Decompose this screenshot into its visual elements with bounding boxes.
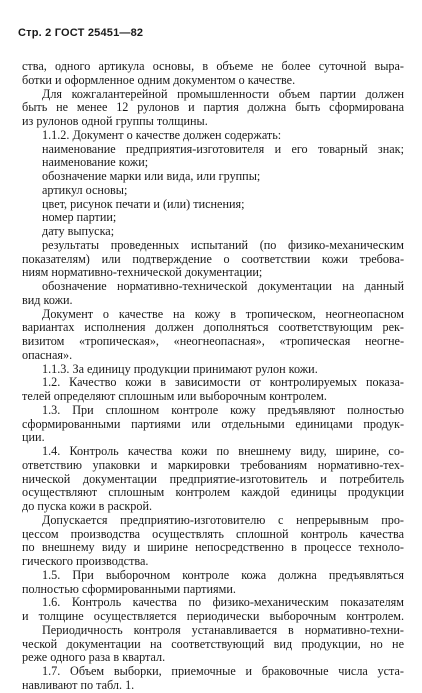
text-line: Для кожгалантерейной промышленности объем партии должен (42, 86, 404, 101)
text-line: 1.3. При сплошном контроле кожу предъявляют полностью (42, 402, 404, 417)
text-line: артикул основы; (42, 182, 128, 197)
text-line: наименование предприятия-изготовителя и его товарный знак; (42, 141, 404, 156)
text-line: до пуска кожи в раскрой. (22, 499, 153, 513)
document-body (22, 60, 404, 693)
page-header: Стр. 2 ГОСТ 25451—82 (18, 27, 144, 39)
text-line: дату выпуска; (42, 224, 115, 238)
text-line: ческой документации на соответствующий вид продукции, но не (22, 636, 404, 651)
text-line: 1.6. Контроль качества по физико-механическим показателям (42, 595, 404, 610)
text-line: по внешнему виду и ширине непосредственно в процессе техноло- (22, 540, 404, 555)
text-line: наименование кожи; (42, 155, 149, 170)
text-line: реже одного раза в квартал. (22, 650, 166, 665)
text-line: цвет, рисунок печати и (или) тиснения; (42, 196, 245, 211)
text-line: 1.7. Объем выборки, приемочные и браковочные числа уста- (42, 664, 404, 678)
text-line: ции. (22, 430, 45, 445)
text-line: Периодичность контроля устанавливается в нормативно-техни- (42, 622, 404, 637)
text-line: гического производства. (22, 554, 149, 568)
text-line: нической документации предприятие-изготовитель и потребитель (22, 471, 404, 486)
text-line: визитом «тропическая», «неогнеопасная», «тропическая неогне- (22, 334, 404, 348)
text-line: телей определяют сплошным или выборочным контролем. (22, 389, 327, 403)
text-line: полностью сформированными партиями. (22, 581, 236, 596)
text-line: обозначение нормативно-технической документации на данный (42, 279, 404, 293)
text-line: ства, одного артикула основы, в объеме не более суточной выра- (22, 59, 404, 73)
text-line: из рулонов одной группы толщины. (22, 114, 208, 128)
text-line: 1.4. Контроль качества кожи по внешнему виду, ширине, со- (42, 444, 404, 458)
text-line: и толщине осуществляется периодически выборочным контролем. (22, 609, 404, 623)
text-line: показателям) или подтверждение о соответствии кожи требова- (22, 251, 404, 266)
text-line: ботки и оформленное одним документом о качестве. (22, 72, 296, 87)
text-line: результаты проведенных испытаний (по физико-механическим (42, 237, 404, 252)
text-line: быть не менее 12 рулонов и партия должна быть сформирована (22, 100, 404, 115)
text-line: навливают по табл. 1. (22, 677, 135, 692)
text-line: 1.5. При выборочном контроле кожа должна предъявляться (42, 567, 404, 582)
text-line: ниям нормативно-технической документации; (22, 265, 263, 280)
text-line: цессом производства осуществлять сплошной контроль качества (22, 526, 404, 541)
text-line: осуществляют сплошным контролем каждой единицы продукции (22, 485, 404, 500)
text-line: Допускается предприятию-изготовителю с непрерывным про- (42, 512, 404, 527)
text-line: номер партии; (42, 210, 117, 225)
text-line: 1.1.3. За единицу продукции принимают рулон кожи. (42, 361, 318, 376)
text-line: ответствию упаковки и маркировки требованиям нормативно-тех- (22, 457, 404, 472)
text-line: обозначение марки или вида, или группы; (42, 169, 261, 183)
text-line: вид кожи. (22, 292, 73, 307)
text-line: 1.2. Качество кожи в зависимости от контролируемых показа- (42, 375, 404, 390)
text-line: 1.1.2. Документ о качестве должен содержать: (42, 127, 282, 142)
text-line: Документ о качестве на кожу в тропическом, неогнеопасном (42, 306, 404, 321)
text-line: вариантах исполнения должен дополняться соответствующим рек- (22, 320, 404, 335)
text-line: сформированными партиями или отдельными единицами продук- (22, 416, 404, 431)
text-line: опасная». (22, 347, 73, 362)
